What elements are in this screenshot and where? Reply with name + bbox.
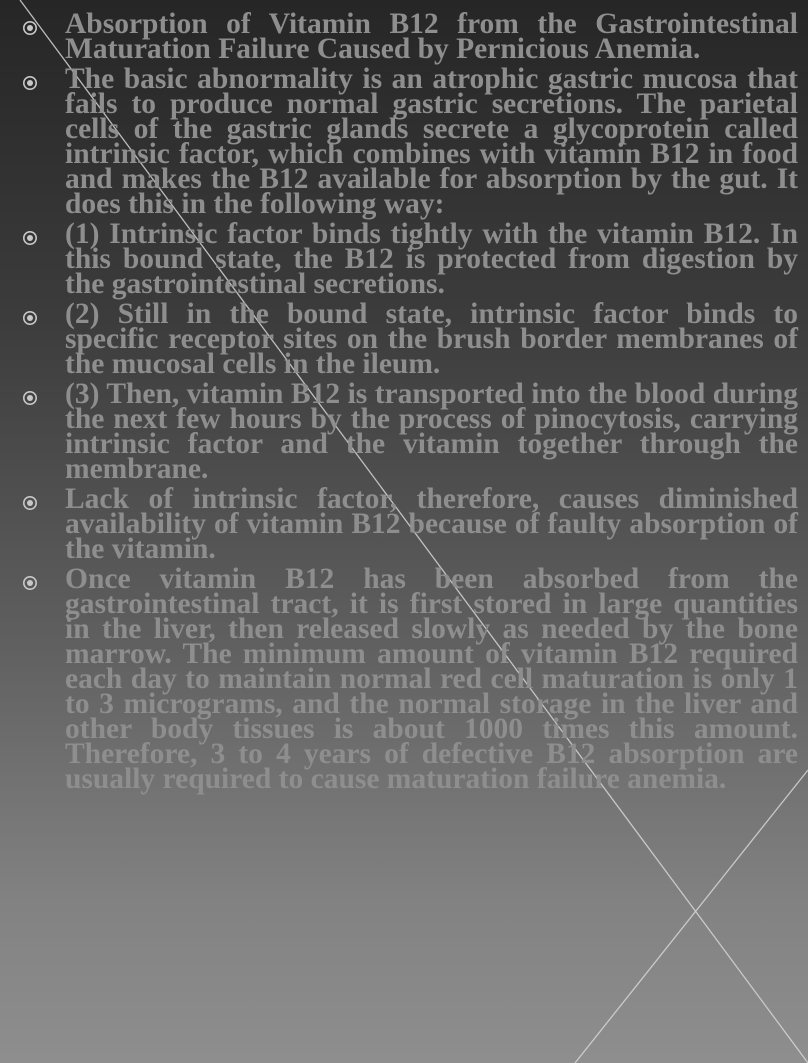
circle-bullet-icon bbox=[22, 495, 38, 511]
bullet-text: Lack of intrinsic factor, therefore, causes diminished availability of vitamin B12 because of faulty absorption of the vitamin. bbox=[65, 483, 798, 565]
bullet-text: (1) Intrinsic factor binds tightly with the vitamin B12. In this bound state, the B12 is protected from digestion by the gastrointestinal secretions. bbox=[65, 218, 798, 300]
bullet-list bbox=[22, 8, 798, 797]
circle-bullet-icon bbox=[22, 20, 38, 36]
bullet-text: (3) Then, vitamin B12 is transported into the blood during the next few hours by the process of pinocytosis, carrying intrinsic factor and the vitamin together through the membrane. bbox=[65, 378, 798, 485]
diagonal-line-short bbox=[575, 770, 808, 1063]
bullet-item-lack-of-intrinsic-factor bbox=[22, 483, 798, 565]
bullet-text: The basic abnormality is an atrophic gastric mucosa that fails to produce normal gastric secretions. The parietal cells of the gastric glands secrete a glycoprotein called intrinsic factor, which combines with vitamin B12 in food and makes the B12 available for absorption by the gut. It does this in the following way: bbox=[65, 63, 798, 220]
circle-bullet-icon bbox=[22, 575, 38, 591]
bullet-item-step-3 bbox=[22, 378, 798, 485]
circle-bullet-icon bbox=[22, 310, 38, 326]
bullet-item-step-1 bbox=[22, 218, 798, 300]
bullet-text: (2) Still in the bound state, intrinsic factor binds to specific receptor sites on the brush border membranes of the mucosal cells in the ileum. bbox=[65, 298, 798, 380]
circle-bullet-icon bbox=[22, 390, 38, 406]
bullet-item-step-2 bbox=[22, 298, 798, 380]
bullet-item-storage bbox=[22, 563, 798, 795]
bullet-text: Absorption of Vitamin B12 from the Gastrointestinal Maturation Failure Caused by Pernicious Anemia. bbox=[65, 8, 798, 65]
bullet-item-basic-abnormality bbox=[22, 63, 798, 220]
bullet-item-absorption-title bbox=[22, 8, 798, 65]
circle-bullet-icon bbox=[22, 75, 38, 91]
bullet-text: Once vitamin B12 has been absorbed from the gastrointestinal tract, it is first stored in large quantities in the liver, then released slowly as needed by the bone marrow. The minimum amount of vitamin B12 required each day to maintain normal red cell maturation is only 1 to 3 micrograms, and the normal storage in the liver and other body tissues is about 1000 times this amount. Therefore, 3 to 4 years of defective B12 absorption are usually required to cause maturation failure anemia. bbox=[65, 563, 798, 795]
circle-bullet-icon bbox=[22, 230, 38, 246]
